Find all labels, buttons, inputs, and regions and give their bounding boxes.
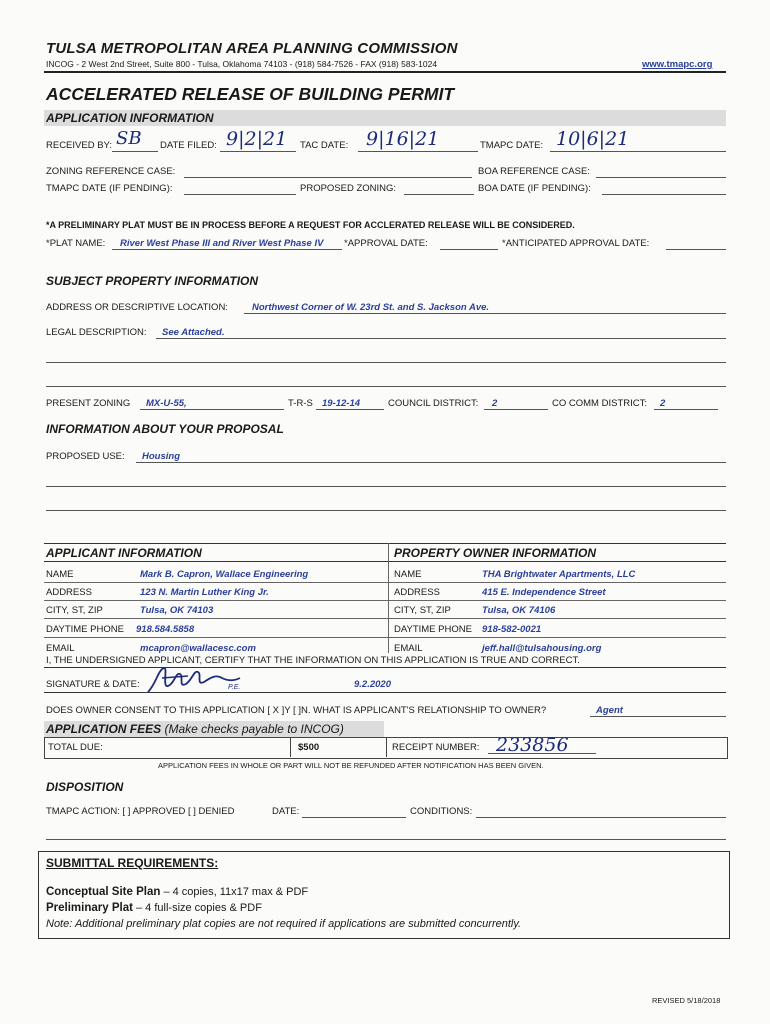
applicant-email-value[interactable]: mcapron@wallacesc.com [140,643,256,654]
applicant-phone-label: DAYTIME PHONE [46,624,124,635]
applicant-name-value[interactable]: Mark B. Capron, Wallace Engineering [140,569,309,580]
submittal-item-2-bold: Preliminary Plat [46,902,133,914]
owner-city-value[interactable]: Tulsa, OK 74106 [482,605,556,616]
present-zoning-label: PRESENT ZONING [46,398,131,409]
plat-name-label: *PLAT NAME: [46,238,106,249]
legal-line-3[interactable] [46,386,726,387]
zoning-ref-label: ZONING REFERENCE CASE: [46,166,176,177]
address-location-label: ADDRESS OR DESCRIPTIVE LOCATION: [46,302,228,313]
tmapc-action[interactable]: TMAPC ACTION: [ ] APPROVED [ ] DENIED [46,806,235,817]
anticipated-label: *ANTICIPATED APPROVAL DATE: [502,238,650,249]
proposal-line-2[interactable] [46,486,726,487]
legal-line-2[interactable] [46,362,726,363]
owner-email-value[interactable]: jeff.hall@tulsahousing.org [482,643,602,654]
disposition-title: DISPOSITION [46,780,124,794]
owner-address-value[interactable]: 415 E. Independence Street [482,587,606,598]
present-zoning-value[interactable]: MX-U-55, [146,398,187,409]
boa-pending-field[interactable] [602,194,726,195]
applicant-name-label: NAME [46,569,74,580]
owner-phone-value[interactable]: 918-582-0021 [482,624,542,635]
submittal-item-1-bold: Conceptual Site Plan [46,886,161,898]
tmapc-date-label: TMAPC DATE: [480,140,544,151]
org-title: TULSA METROPOLITAN AREA PLANNING COMMISSION [46,40,458,57]
approval-date-field[interactable] [440,249,498,250]
date-filed-value[interactable]: 9|2|21 [226,128,288,150]
applicant-city-value[interactable]: Tulsa, OK 74103 [140,605,214,616]
website-link[interactable]: www.tmapc.org [642,59,713,70]
submittal-item-2-rest: – 4 full-size copies & PDF [132,902,262,914]
signature-label: SIGNATURE & DATE: [46,679,140,690]
refund-note: APPLICATION FEES IN WHOLE OR PART WILL NOT BE REFUNDED AFTER NOTIFICATION HAS BEEN GIVEN. [158,761,544,770]
submittal-item-2 [46,902,262,914]
approval-date-label: *APPROVAL DATE: [344,238,428,249]
boa-ref-label: BOA REFERENCE CASE: [478,166,590,177]
applicant-address-label: ADDRESS [46,587,92,598]
total-due-value: $500 [298,742,320,753]
application-info-title: APPLICATION INFORMATION [46,111,214,125]
owner-info-title: PROPERTY OWNER INFORMATION [394,546,597,560]
legal-description-label: LEGAL DESCRIPTION: [46,327,147,338]
owner-address-label: ADDRESS [394,587,440,598]
org-address: INCOG - 2 West 2nd Street, Suite 800 - Tulsa, Oklahoma 74103 - (918) 584-7526 - FAX (918) 583-1024 [46,59,438,69]
submittal-item-1-rest: – 4 copies, 11x17 max & PDF [160,886,309,898]
date-filed-label: DATE FILED: [160,140,217,151]
owner-name-label: NAME [394,569,422,580]
tmapc-pending-label: TMAPC DATE (IF PENDING): [46,183,173,194]
signature-date[interactable]: 9.2.2020 [354,679,391,690]
council-district-value[interactable]: 2 [492,398,498,409]
certify-text: I, THE UNDERSIGNED APPLICANT, CERTIFY THAT THE INFORMATION ON THIS APPLICATION IS TRUE AND CORRECT. [46,655,580,666]
address-location-value[interactable]: Northwest Corner of W. 23rd St. and S. Jackson Ave. [252,302,490,313]
fees-title-text: APPLICATION FEES [46,722,162,736]
anticipated-field[interactable] [666,249,726,250]
applicant-email-label: EMAIL [46,643,75,654]
applicant-city-label: CITY, ST, ZIP [46,605,103,616]
received-by-value[interactable]: SB [116,128,142,149]
relationship-value[interactable]: Agent [596,705,623,716]
total-due-label: TOTAL DUE: [48,742,103,753]
receipt-number-value[interactable]: 233856 [496,734,569,756]
submittal-title: SUBMITTAL REQUIREMENTS: [46,856,219,870]
proposed-zoning-label: PROPOSED ZONING: [300,183,397,194]
form-title: ACCELERATED RELEASE OF BUILDING PERMIT [46,84,455,104]
header-rule [44,71,726,73]
proposal-line-3[interactable] [46,510,726,511]
legal-description-value[interactable]: See Attached. [162,327,225,338]
applicant-info-title: APPLICANT INFORMATION [46,546,202,560]
proposed-use-value[interactable]: Housing [142,451,180,462]
boa-pending-label: BOA DATE (IF PENDING): [478,183,591,194]
tmapc-pending-field[interactable] [184,194,296,195]
proposed-use-label: PROPOSED USE: [46,451,125,462]
trs-value[interactable]: 19-12-14 [322,398,361,409]
submittal-item-1 [46,886,308,898]
owner-city-label: CITY, ST, ZIP [394,605,451,616]
tmapc-date-value[interactable]: 10|6|21 [556,128,630,150]
conditions-field[interactable] [476,817,726,818]
consent-text: DOES OWNER CONSENT TO THIS APPLICATION [ X ]Y [ ]N. WHAT IS APPLICANT'S RELATIONSHIP TO OWNER? [46,705,547,716]
owner-phone-label: DAYTIME PHONE [394,624,472,635]
boa-ref-field[interactable] [596,177,726,178]
fees-title [46,722,344,736]
owner-name-value[interactable]: THA Brightwater Apartments, LLC [482,569,636,580]
owner-email-label: EMAIL [394,643,423,654]
council-district-label: COUNCIL DISTRICT: [388,398,479,409]
tac-date-label: TAC DATE: [300,140,349,151]
co-comm-district-value[interactable]: 2 [660,398,666,409]
applicant-address-value[interactable]: 123 N. Martin Luther King Jr. [140,587,269,598]
conditions-line-2[interactable] [46,839,726,840]
revised-date: REVISED 5/18/2018 [652,996,721,1005]
plat-note: *A PRELIMINARY PLAT MUST BE IN PROCESS BEFORE A REQUEST FOR ACCLERATED RELEASE WILL BE CONSIDERED. [46,220,575,230]
conditions-label: CONDITIONS: [410,806,473,817]
received-by-label: RECEIVED BY: [46,140,112,151]
proposal-title: INFORMATION ABOUT YOUR PROPOSAL [46,422,284,436]
zoning-ref-field[interactable] [184,177,472,178]
fees-title-note: (Make checks payable to INCOG) [164,722,344,736]
receipt-number-label: RECEIPT NUMBER: [392,742,480,753]
plat-name-value[interactable]: River West Phase III and River West Phase IV [120,238,324,249]
applicant-phone-value[interactable]: 918.584.5858 [136,624,195,635]
signature-suffix: P.E. [228,684,241,691]
submittal-note: Note: Additional preliminary plat copies are not required if applications are submitted concurrently. [46,918,522,930]
proposed-zoning-field[interactable] [404,194,474,195]
disposition-date-label: DATE: [272,806,300,817]
disposition-date-field[interactable] [302,817,406,818]
trs-label: T-R-S [288,398,313,409]
subject-property-title: SUBJECT PROPERTY INFORMATION [46,274,259,288]
co-comm-district-label: CO COMM DISTRICT: [552,398,647,409]
tac-date-value[interactable]: 9|16|21 [366,128,440,150]
